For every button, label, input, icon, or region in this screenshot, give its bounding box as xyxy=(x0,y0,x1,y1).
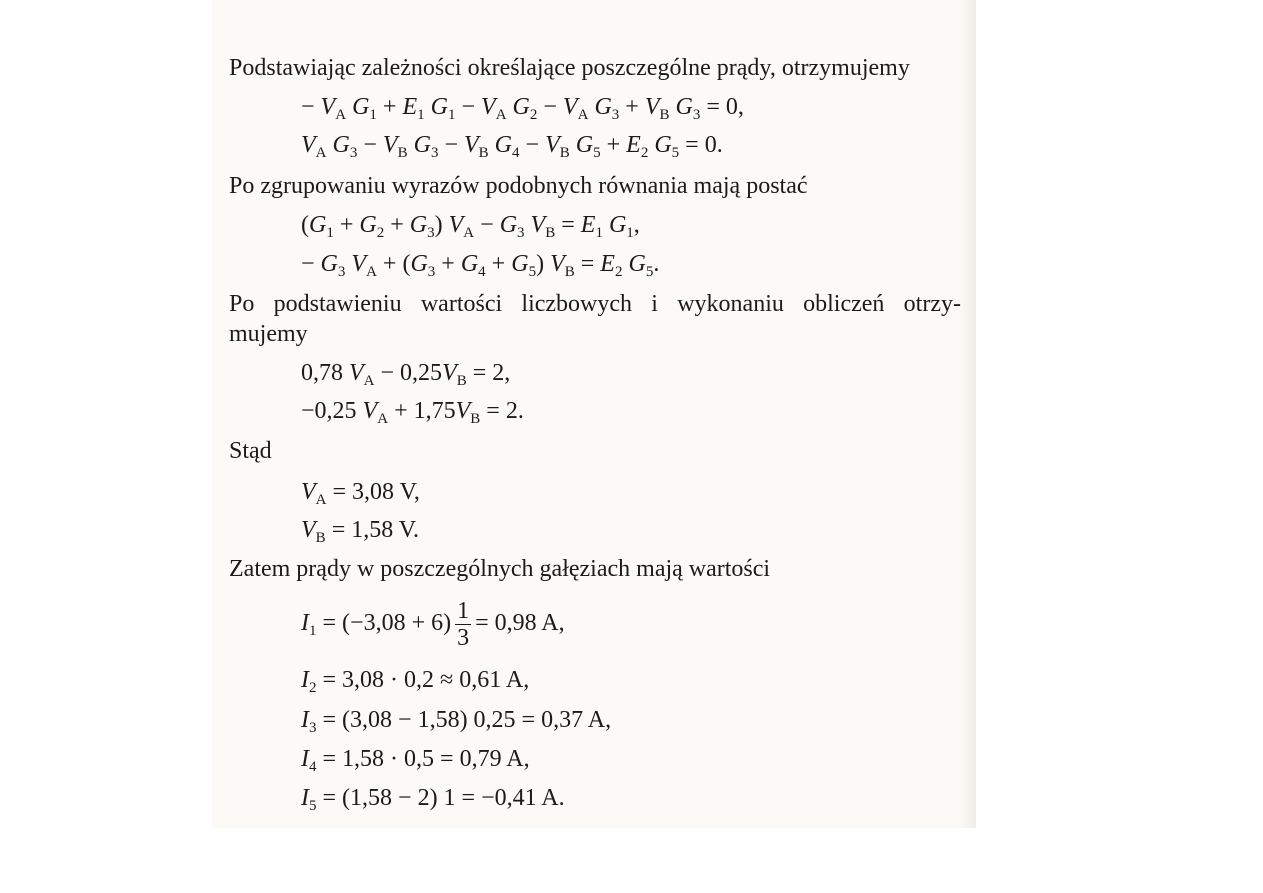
equation-grouped-b: − $G_3$ $V_A + (G_3 + G_4 + G_5) V_B = E_2$ $G_5$. xyxy=(301,251,660,280)
current-i4: $I_4 = 1,58 \cdot 0,5 = 0,79$ A, xyxy=(301,746,530,775)
fraction-one-third: $\frac{1}{3}$ xyxy=(457,597,470,651)
equation-node-b: $V_A$ $G_3 - V_B$ $G_3 - V_B$ $G_4 - V_B$ $G_5 + E_2$ $G_5 = 0$. xyxy=(301,132,723,161)
paragraph-substitution: Podstawiając zależności określające poszczególne prądy, otrzymujemy xyxy=(229,55,910,81)
paragraph-numeric-line-2: mujemy xyxy=(229,321,308,347)
equation-numeric-a: 0,78 $V_A - 0,25V_B = 2$, xyxy=(301,360,511,389)
equation-numeric-b: −0,25 $V_A + 1,75V_B = 2$. xyxy=(301,398,524,427)
current-i3: $I_3 = (3,08 - 1,58) 0,25 = 0,37$ A, xyxy=(301,707,612,736)
current-i5: $I_5 = (1,58 - 2) 1 = -0,41$ A. xyxy=(301,785,565,814)
paragraph-numeric-line-1: Po podstawieniu wartości liczbowych i wykonaniu obliczeń otrzy- xyxy=(229,291,961,317)
paragraph-grouping: Po zgrupowaniu wyrazów podobnych równania mają postać xyxy=(229,173,808,199)
result-vb: $V_B = 1,58$ V. xyxy=(301,517,420,546)
result-va: $V_A = 3,08$ V, xyxy=(301,479,420,508)
current-i1: $I_1 = (-3,08 + 6)$ $\frac{1}{3}$ = 0,98 A, xyxy=(301,597,565,651)
paragraph-hence: Stąd xyxy=(229,438,272,464)
equation-node-a: − $V_A$ $G_1 + E_1$ $G_1 - V_A$ $G_2 - V_A$ $G_3 + V_B$ $G_3 = 0$, xyxy=(301,94,744,123)
equation-grouped-a: $(G_1 + G_2 + G_3) V_A - G_3$ $V_B = E_1$ $G_1$, xyxy=(301,212,640,241)
paragraph-currents: Zatem prądy w poszczególnych gałęziach mają wartości xyxy=(229,556,771,582)
current-i2: $I_2 = 3,08 \cdot 0,2 \approx 0,61$ A, xyxy=(301,667,530,696)
